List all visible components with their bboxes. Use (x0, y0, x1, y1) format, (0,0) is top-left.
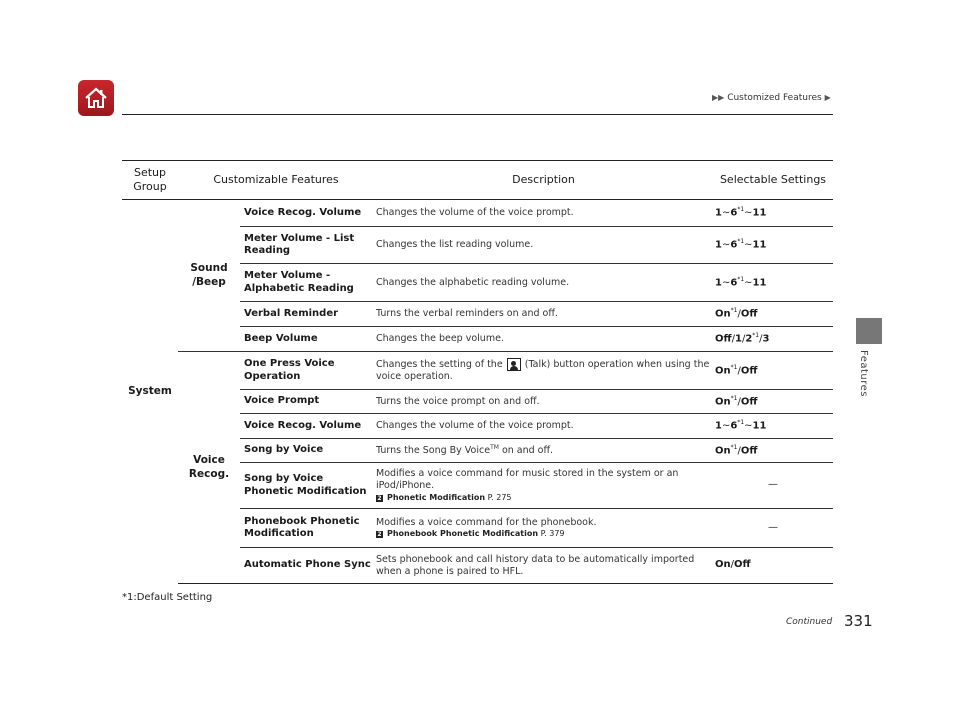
feature-name: Phonebook Phonetic Modification (240, 509, 374, 548)
home-button[interactable] (78, 80, 114, 116)
feature-description: Changes the alphabetic reading volume. (374, 264, 713, 302)
feature-settings: 1~6$^{*1}$~11 (713, 227, 833, 264)
breadcrumb-item[interactable]: Customized Features (727, 93, 822, 103)
subgroup-sound-beep: Sound /Beep (178, 200, 240, 352)
feature-settings: On/Off (713, 548, 833, 584)
feature-description: Changes the setting of the (Talk) button operation when using the voice operation. (374, 352, 713, 390)
customizable-features-table (122, 160, 833, 584)
home-icon (83, 86, 109, 110)
header-description: Description (374, 161, 713, 200)
reference-arrow-icon: 2 (377, 531, 382, 539)
page-number: 331 (844, 612, 873, 630)
header-setup-group: Setup Group (122, 161, 178, 200)
feature-settings: On$^{*1}$/Off (713, 390, 833, 414)
feature-name: Voice Recog. Volume (240, 414, 374, 439)
feature-name: Verbal Reminder (240, 302, 374, 327)
footnote: *1:Default Setting (122, 592, 213, 603)
feature-name: Voice Prompt (240, 390, 374, 414)
feature-description: Turns the voice prompt on and off. (374, 390, 713, 414)
page-reference[interactable]: 2 Phonebook Phonetic Modification P. 379 (377, 529, 565, 539)
feature-settings: On$^{*1}$/Off (713, 352, 833, 390)
feature-settings: On$^{*1}$/Off (713, 439, 833, 463)
feature-name: One Press Voice Operation (240, 352, 374, 390)
feature-name: Meter Volume - Alphabetic Reading (240, 264, 374, 302)
feature-description: Changes the beep volume. (374, 327, 713, 352)
feature-name: Song by Voice (240, 439, 374, 463)
reference-arrow-icon: 2 (377, 494, 382, 502)
feature-name: Song by Voice Phonetic Modification (240, 463, 374, 509)
feature-settings: — (713, 463, 833, 509)
section-label: Features (858, 350, 869, 397)
feature-settings: 1~6$^{*1}$~11 (713, 200, 833, 227)
feature-description: Changes the volume of the voice prompt. (374, 414, 713, 439)
page-reference[interactable]: 2 Phonetic Modification P. 275 (377, 492, 512, 502)
group-system: System (128, 385, 172, 398)
feature-name: Meter Volume - List Reading (240, 227, 374, 264)
feature-name: Voice Recog. Volume (240, 200, 374, 227)
section-tab[interactable] (856, 318, 882, 344)
breadcrumb-arrow-icon: ▶ (824, 93, 831, 102)
feature-name: Automatic Phone Sync (240, 548, 374, 584)
feature-description: Modifies a voice command for the phonebook. 2 Phonebook Phonetic Modification P. 379 (374, 509, 713, 548)
header-selectable-settings: Selectable Settings (713, 161, 833, 200)
feature-settings: 1~6$^{*1}$~11 (713, 264, 833, 302)
feature-name: Beep Volume (240, 327, 374, 352)
talk-button-icon (507, 358, 521, 371)
header-divider (122, 114, 833, 115)
breadcrumb (712, 93, 831, 103)
subgroup-voice-recog: Voice Recog. (178, 352, 240, 584)
breadcrumb-arrow-icon: ▶▶ (712, 93, 725, 102)
feature-settings: Off/1/2$^{*1}$/3 (713, 327, 833, 352)
header-customizable-features: Customizable Features (178, 161, 374, 200)
feature-description: Sets phonebook and call history data to be automatically imported when a phone is paired to HFL. (374, 548, 713, 584)
feature-settings: — (713, 509, 833, 548)
continued-label: Continued (786, 617, 833, 627)
feature-description: Changes the volume of the voice prompt. (374, 200, 713, 227)
feature-description: Turns the Song By Voice™ on and off. (374, 439, 713, 463)
feature-description: Turns the verbal reminders on and off. (374, 302, 713, 327)
feature-settings: 1~6$^{*1}$~11 (713, 414, 833, 439)
feature-description: Modifies a voice command for music stored in the system or an iPod/iPhone. 2 Phonetic Modification P. 275 (374, 463, 713, 509)
feature-settings: On$^{*1}$/Off (713, 302, 833, 327)
feature-description: Changes the list reading volume. (374, 227, 713, 264)
